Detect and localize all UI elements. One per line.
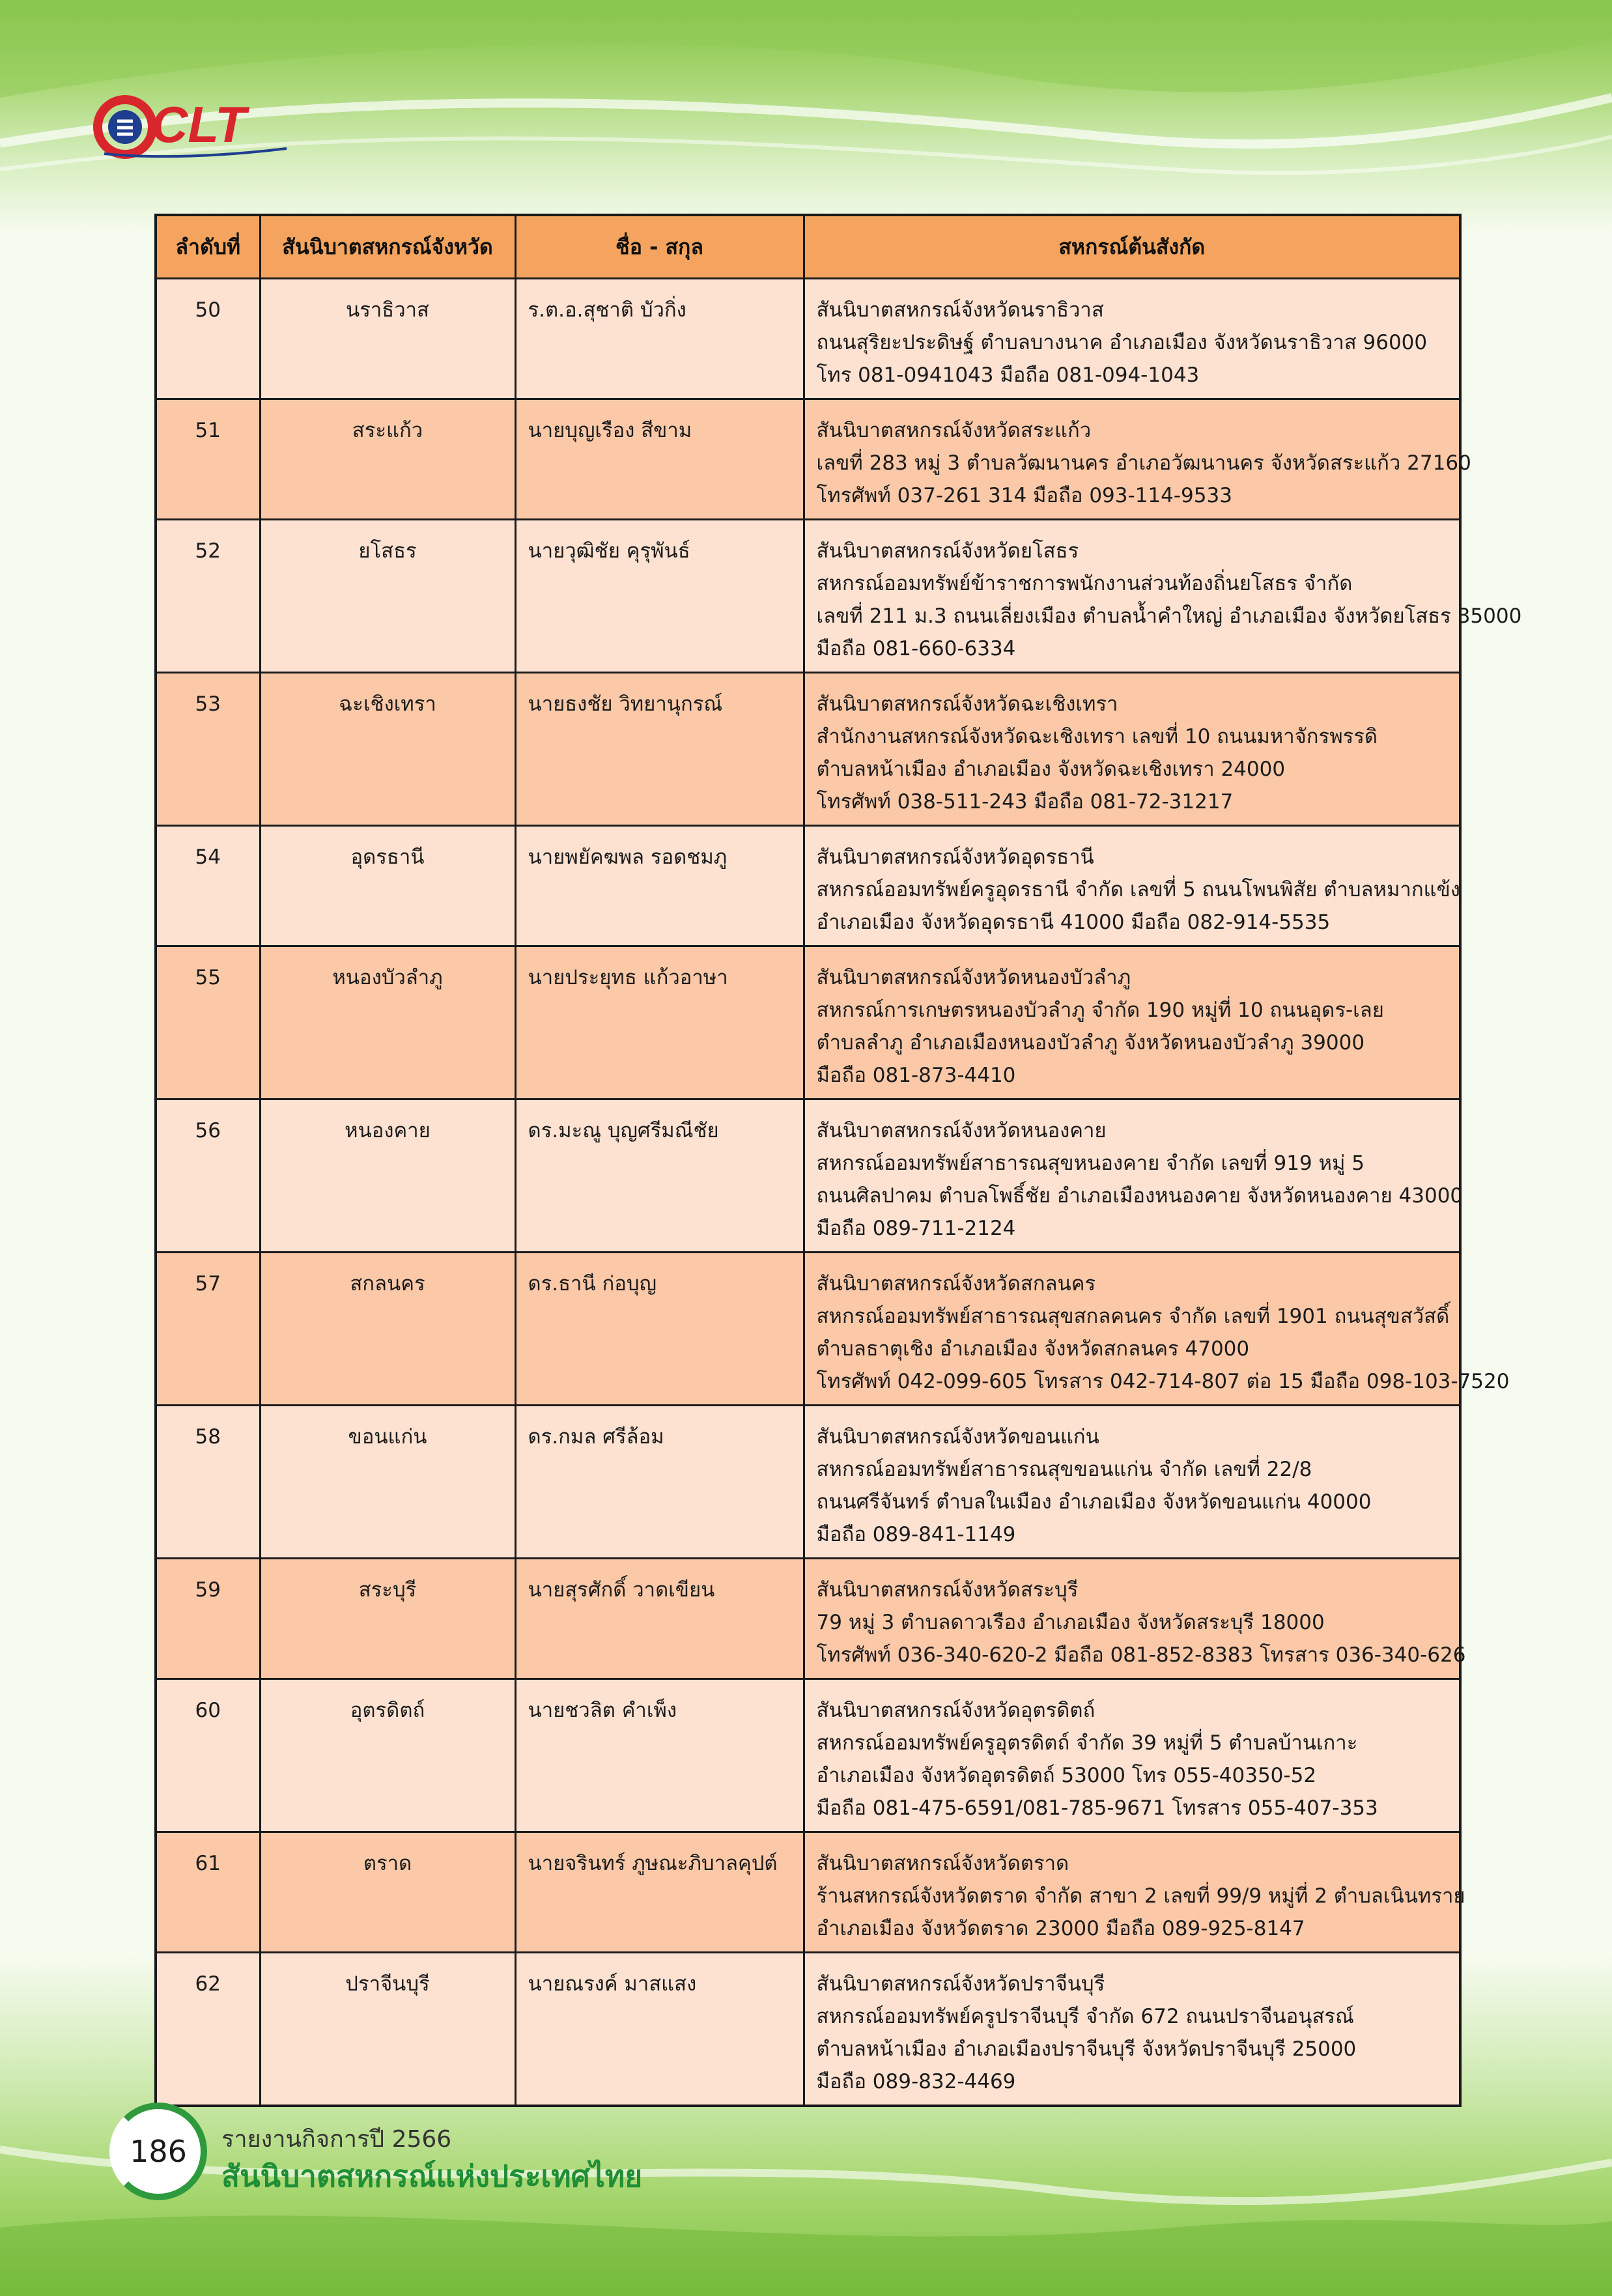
logo-text: CLT [151, 96, 246, 153]
address-line: ตำบลธาตุเชิง อำเภอเมือง จังหวัดสกลนคร 47000 [816, 1337, 1250, 1361]
address-line: ตำบลหน้าเมือง อำเภอเมืองปราจีนบุรี จังหวัดปราจีนบุรี 25000 [816, 2037, 1357, 2061]
clt-logo [91, 91, 293, 163]
cell-no: 56 [156, 1099, 260, 1253]
cell-no: 58 [156, 1406, 260, 1559]
table-row [156, 1406, 1460, 1559]
cell-address [804, 1406, 1460, 1559]
cell-no: 54 [156, 826, 260, 946]
cell-province: นราธิวาส [260, 279, 515, 399]
cell-province: ฉะเชิงเทรา [260, 673, 515, 826]
address-line: ถนนศรีจันทร์ ตำบลในเมือง อำเภอเมือง จังหวัดขอนแก่น 40000 [816, 1490, 1372, 1514]
cell-province: ยโสธร [260, 520, 515, 673]
table-row [156, 826, 1460, 946]
cell-address [804, 1253, 1510, 1406]
address-line: สหกรณ์ออมทรัพย์ครูอุดรธานี จำกัด เลขที่ 5 ถนนโพนพิสัย ตำบลหมากแข้ง [816, 878, 1460, 901]
address-line: ตำบลหน้าเมือง อำเภอเมือง จังหวัดฉะเชิงเทรา 24000 [816, 758, 1286, 781]
cell-name: นายจรินทร์ ภูษณะภิบาลคุปต์ [515, 1832, 804, 1953]
table-body [156, 279, 1522, 2106]
address-line: สันนิบาตสหกรณ์จังหวัดปราจีนบุรี [816, 1972, 1105, 1996]
cell-name: นายณรงค์ มาสแสง [515, 1953, 804, 2106]
address-line: เลขที่ 283 หมู่ 3 ตำบลวัฒนานคร อำเภอวัฒนานคร จังหวัดสระแก้ว 27160 [816, 451, 1471, 475]
address-line: สหกรณ์ออมทรัพย์สาธารณสุขหนองคาย จำกัด เลขที่ 919 หมู่ 5 [816, 1152, 1365, 1175]
table-header-row [156, 215, 1460, 279]
cell-no: 53 [156, 673, 260, 826]
cell-address [804, 279, 1460, 399]
address-line: เลขที่ 211 ม.3 ถนนเลี่ยงเมือง ตำบลน้ำคำใหญ่ อำเภอเมือง จังหวัดยโสธร 35000 [816, 604, 1522, 628]
address-line: มือถือ 081-873-4410 [816, 1064, 1016, 1087]
table-row [156, 673, 1460, 826]
cell-no: 50 [156, 279, 260, 399]
cell-no: 57 [156, 1253, 260, 1406]
header-cooperative: สหกรณ์ต้นสังกัด [804, 215, 1460, 279]
address-line: สันนิบาตสหกรณ์จังหวัดนราธิวาส [816, 298, 1104, 322]
address-line: สันนิบาตสหกรณ์จังหวัดอุดรธานี [816, 845, 1094, 869]
cell-province: ขอนแก่น [260, 1406, 515, 1559]
cell-address [804, 520, 1522, 673]
cell-address [804, 1099, 1464, 1253]
header-name: ชื่อ - สกุล [515, 215, 804, 279]
header-no: ลำดับที่ [156, 215, 260, 279]
cell-name: นายธงชัย วิทยานุกรณ์ [515, 673, 804, 826]
address-line: มือถือ 089-841-1149 [816, 1523, 1016, 1546]
cell-address [804, 946, 1460, 1099]
address-line: สันนิบาตสหกรณ์จังหวัดยโสธร [816, 539, 1079, 563]
cell-province: หนองคาย [260, 1099, 515, 1253]
contact-table-container [154, 214, 1522, 2107]
cell-name: ดร.ธานี ก่อบุญ [515, 1253, 804, 1406]
address-line: สหกรณ์ออมทรัพย์ข้าราชการพนักงานส่วนท้องถิ่นยโสธร จำกัด [816, 572, 1353, 595]
address-line: อำเภอเมือง จังหวัดอุดรธานี 41000 มือถือ 082-914-5535 [816, 911, 1331, 934]
address-line: ถนนศิลปาคม ตำบลโพธิ์ชัย อำเภอเมืองหนองคาย จังหวัดหนองคาย 43000 [816, 1184, 1464, 1208]
contact-table [154, 214, 1522, 2107]
address-line: มือถือ 081-660-6334 [816, 637, 1016, 660]
cell-address [804, 1559, 1466, 1679]
cell-province: ปราจีนบุรี [260, 1953, 515, 2106]
page-number: 186 [130, 2134, 187, 2169]
address-line: มือถือ 089-832-4469 [816, 2070, 1016, 2093]
address-line: สันนิบาตสหกรณ์จังหวัดอุตรดิตถ์ [816, 1699, 1096, 1722]
cell-address [804, 1953, 1460, 2106]
cell-no: 51 [156, 399, 260, 520]
address-line: โทร 081-0941043 มือถือ 081-094-1043 [816, 363, 1200, 387]
address-line: โทรศัพท์ 037-261 314 มือถือ 093-114-9533 [816, 484, 1232, 507]
cell-name: นายสุรศักดิ์ วาดเขียน [515, 1559, 804, 1679]
address-line: สหกรณ์ออมทรัพย์สาธารณสุขสกลคนคร จำกัด เลขที่ 1901 ถนนสุขสวัสดิ์ [816, 1305, 1450, 1328]
table-row [156, 1559, 1460, 1679]
address-line: สันนิบาตสหกรณ์จังหวัดหนองคาย [816, 1119, 1107, 1142]
cell-address [804, 399, 1471, 520]
address-line: สหกรณ์การเกษตรหนองบัวลำภู จำกัด 190 หมู่ที่ 10 ถนนอุดร-เลย [816, 999, 1384, 1022]
cell-province: สระแก้ว [260, 399, 515, 520]
cell-name: ดร.มะณู บุญศรีมณีชัย [515, 1099, 804, 1253]
cell-address [804, 826, 1460, 946]
address-line: มือถือ 089-711-2124 [816, 1217, 1016, 1240]
cell-no: 60 [156, 1679, 260, 1832]
cell-no: 52 [156, 520, 260, 673]
table-row [156, 279, 1460, 399]
cell-province: อุดรธานี [260, 826, 515, 946]
cell-name: ดร.กมล ศรีล้อม [515, 1406, 804, 1559]
table-row [156, 1679, 1460, 1832]
cell-province: ตราด [260, 1832, 515, 1953]
cell-name: ร.ต.อ.สุชาติ บัวกิ่ง [515, 279, 804, 399]
cell-province: สระบุรี [260, 1559, 515, 1679]
address-line: สหกรณ์ออมทรัพย์สาธารณสุขขอนแก่น จำกัด เลขที่ 22/8 [816, 1458, 1312, 1481]
address-line: มือถือ 081-475-6591/081-785-9671 โทรสาร 055-407-353 [816, 1796, 1378, 1820]
table-row [156, 1253, 1460, 1406]
table-row [156, 1953, 1460, 2106]
cell-province: อุตรดิตถ์ [260, 1679, 515, 1832]
cell-no: 55 [156, 946, 260, 1099]
cell-province: หนองบัวลำภู [260, 946, 515, 1099]
address-line: ตำบลลำภู อำเภอเมืองหนองบัวลำภู จังหวัดหนองบัวลำภู 39000 [816, 1031, 1365, 1055]
address-line: สันนิบาตสหกรณ์จังหวัดตราด [816, 1852, 1069, 1875]
address-line: 79 หมู่ 3 ตำบลดาวเรือง อำเภอเมือง จังหวัดสระบุรี 18000 [816, 1611, 1325, 1634]
table-row [156, 520, 1460, 673]
cell-no: 59 [156, 1559, 260, 1679]
table-row [156, 399, 1460, 520]
header-province-league: สันนิบาตสหกรณ์จังหวัด [260, 215, 515, 279]
address-line: สหกรณ์ออมทรัพย์ครูปราจีนบุรี จำกัด 672 ถนนปราจีนอนุสรณ์ [816, 2005, 1354, 2028]
cell-no: 62 [156, 1953, 260, 2106]
cell-name: นายบุญเรือง สีขาม [515, 399, 804, 520]
address-line: โทรศัพท์ 038-511-243 มือถือ 081-72-31217 [816, 790, 1234, 814]
cell-name: นายวุฒิชัย คุรุพันธ์ [515, 520, 804, 673]
address-line: ร้านสหกรณ์จังหวัดตราด จำกัด สาขา 2 เลขที่ 99/9 หมู่ที่ 2 ตำบลเนินทราย [816, 1884, 1465, 1908]
address-line: สันนิบาตสหกรณ์จังหวัดสระแก้ว [816, 419, 1092, 442]
cell-no: 61 [156, 1832, 260, 1953]
footer-report-year: รายงานกิจการปี 2566 [221, 2126, 452, 2153]
address-line: อำเภอเมือง จังหวัดอุตรดิตถ์ 53000 โทร 055-40350-52 [816, 1764, 1317, 1787]
address-line: สหกรณ์ออมทรัพย์ครูอุตรดิตถ์ จำกัด 39 หมู่ที่ 5 ตำบลบ้านเกาะ [816, 1731, 1358, 1755]
table-row [156, 946, 1460, 1099]
cell-address [804, 673, 1460, 826]
address-line: สันนิบาตสหกรณ์จังหวัดสระบุรี [816, 1578, 1079, 1602]
address-line: อำเภอเมือง จังหวัดตราด 23000 มือถือ 089-925-8147 [816, 1917, 1305, 1940]
address-line: สำนักงานสหกรณ์จังหวัดฉะเชิงเทรา เลขที่ 10 ถนนมหาจักรพรรดิ [816, 725, 1378, 748]
cell-name: นายประยุทธ แก้วอาษา [515, 946, 804, 1099]
address-line: สันนิบาตสหกรณ์จังหวัดสกลนคร [816, 1272, 1096, 1296]
footer-organization: สันนิบาตสหกรณ์แห่งประเทศไทย [221, 2159, 643, 2194]
table-row [156, 1832, 1460, 1953]
cell-province: สกลนคร [260, 1253, 515, 1406]
address-line: สันนิบาตสหกรณ์จังหวัดหนองบัวลำภู [816, 966, 1131, 989]
table-row [156, 1099, 1460, 1253]
cell-address [804, 1832, 1465, 1953]
address-line: สันนิบาตสหกรณ์จังหวัดขอนแก่น [816, 1425, 1099, 1449]
address-line: ถนนสุริยะประดิษฐ์ ตำบลบางนาค อำเภอเมือง จังหวัดนราธิวาส 96000 [816, 331, 1428, 354]
address-line: โทรศัพท์ 036-340-620-2 มือถือ 081-852-8383 โทรสาร 036-340-626 [816, 1643, 1466, 1667]
address-line: โทรศัพท์ 042-099-605 โทรสาร 042-714-807 ต่อ 15 มือถือ 098-103-7520 [816, 1370, 1510, 1393]
cell-name: นายชวลิต คำเพ็ง [515, 1679, 804, 1832]
cell-name: นายพยัคฆพล รอดชมภู [515, 826, 804, 946]
cell-address [804, 1679, 1460, 1832]
address-line: สันนิบาตสหกรณ์จังหวัดฉะเชิงเทรา [816, 692, 1118, 716]
